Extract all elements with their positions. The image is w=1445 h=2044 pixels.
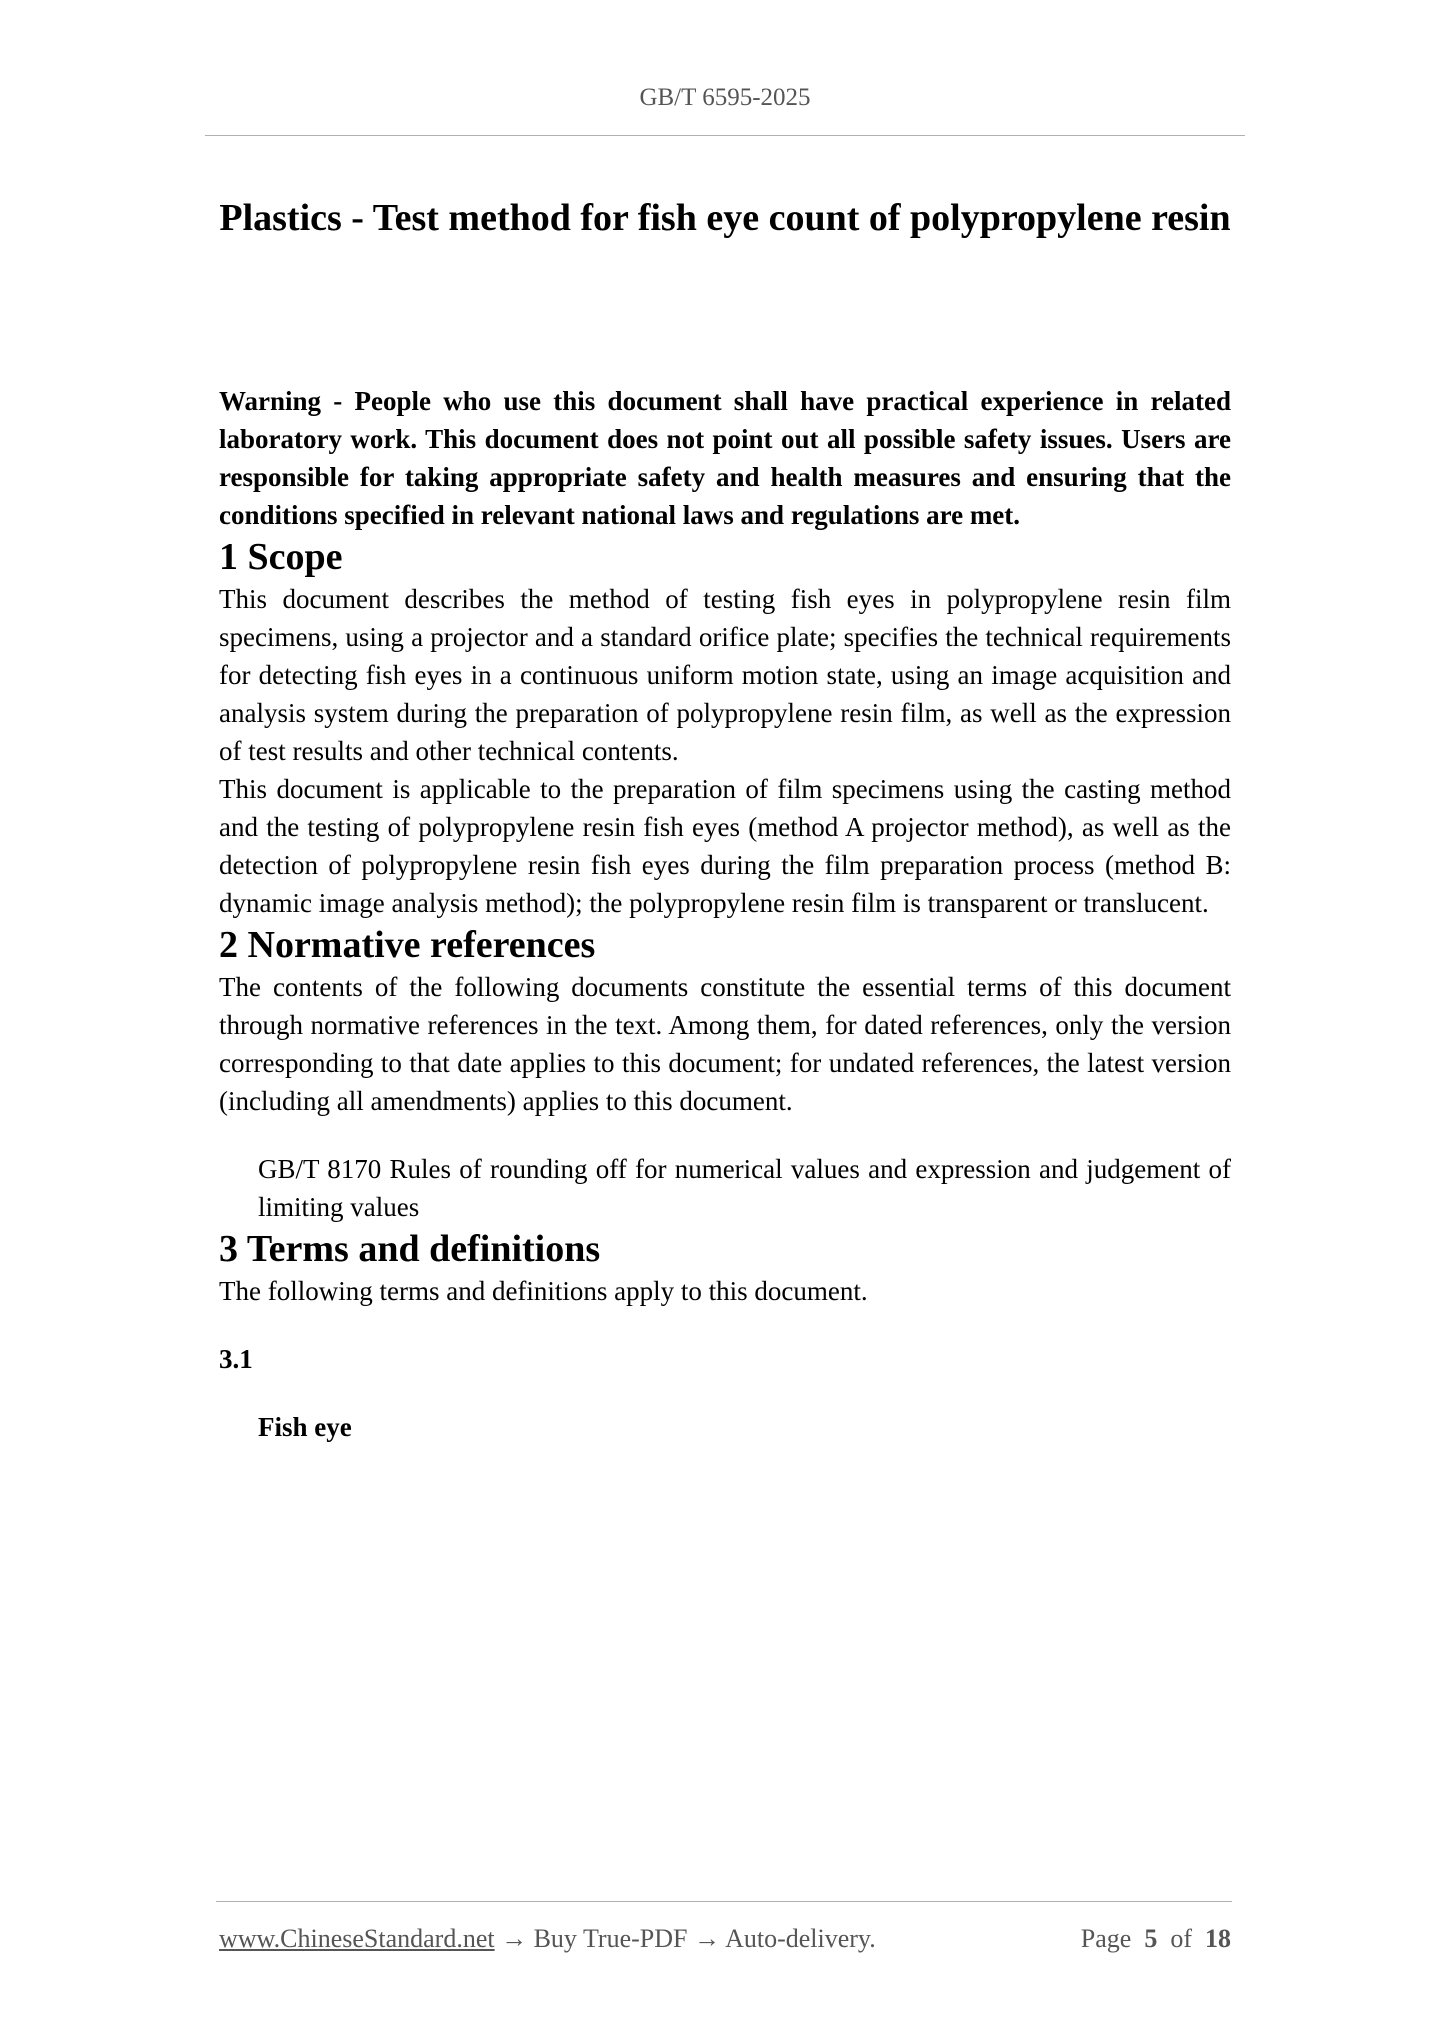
header-divider <box>205 135 1245 136</box>
running-header: GB/T 6595-2025 <box>639 84 811 111</box>
footer-divider <box>216 1901 1232 1902</box>
section-heading-terms-definitions: 3 Terms and definitions <box>219 1228 601 1270</box>
section-heading-normative-references: 2 Normative references <box>219 924 596 966</box>
page-label: Page <box>1080 1924 1132 1953</box>
page-of-label: of <box>1170 1924 1192 1953</box>
website-link[interactable]: www.ChineseStandard.net <box>219 1924 495 1953</box>
scope-paragraph-2: This document is applicable to the preparation of film specimens using the casting method and the testing of polypropylene resin fish eyes (method A projector method), as well as the detection of polypropylene resin fish eyes during the film preparation process (method B: dynamic image analysis method); the polypropylene resin film is transparent or translucent. <box>219 774 1231 918</box>
arrow-right-icon: → <box>694 1924 720 1953</box>
normative-reference-item: GB/T 8170 Rules of rounding off for numerical values and expression and judgement of limiting values <box>258 1154 1231 1222</box>
document-title: Plastics - Test method for fish eye count of polypropylene resin <box>219 197 1231 239</box>
term-heading: Fish eye <box>258 1412 352 1442</box>
document-body <box>219 180 1231 1446</box>
footer-promo <box>219 1922 876 1956</box>
arrow-right-icon: → <box>501 1924 528 1953</box>
section-heading-scope: 1 Scope <box>219 536 343 578</box>
scope-paragraph-1: This document describes the method of testing fish eyes in polypropylene resin film specimens, using a projector and a standard orifice plate; specifies the technical requirements for detecting fish eyes in a continuous uniform motion state, using an image acquisition and analysis system during the preparation of polypropylene resin film, as well as the expression of test results and other technical contents. <box>219 584 1231 766</box>
buy-pdf-text: Buy True-PDF <box>533 1924 688 1953</box>
total-pages-number: 18 <box>1205 1924 1231 1953</box>
clause-number: 3.1 <box>219 1344 253 1374</box>
warning-paragraph: Warning - People who use this document shall have practical experience in related laboratory work. This document does not point out all possible safety issues. Users are responsible for taking appropriate safety and health measures and ensuring that the conditions specified in relevant national laws and regulations are met. <box>219 386 1231 530</box>
current-page-number: 5 <box>1144 1924 1158 1953</box>
normative-references-paragraph: The contents of the following documents constitute the essential terms of this document through normative references in the text. Among them, for dated references, only the version corresponding to that date applies to this document; for undated references, the latest version (including all amendments) applies to this document. <box>219 972 1231 1116</box>
terms-intro-paragraph: The following terms and definitions apply to this document. <box>219 1276 868 1306</box>
auto-delivery-text: Auto-delivery. <box>725 1924 876 1953</box>
page-indicator <box>1081 1922 1231 1956</box>
